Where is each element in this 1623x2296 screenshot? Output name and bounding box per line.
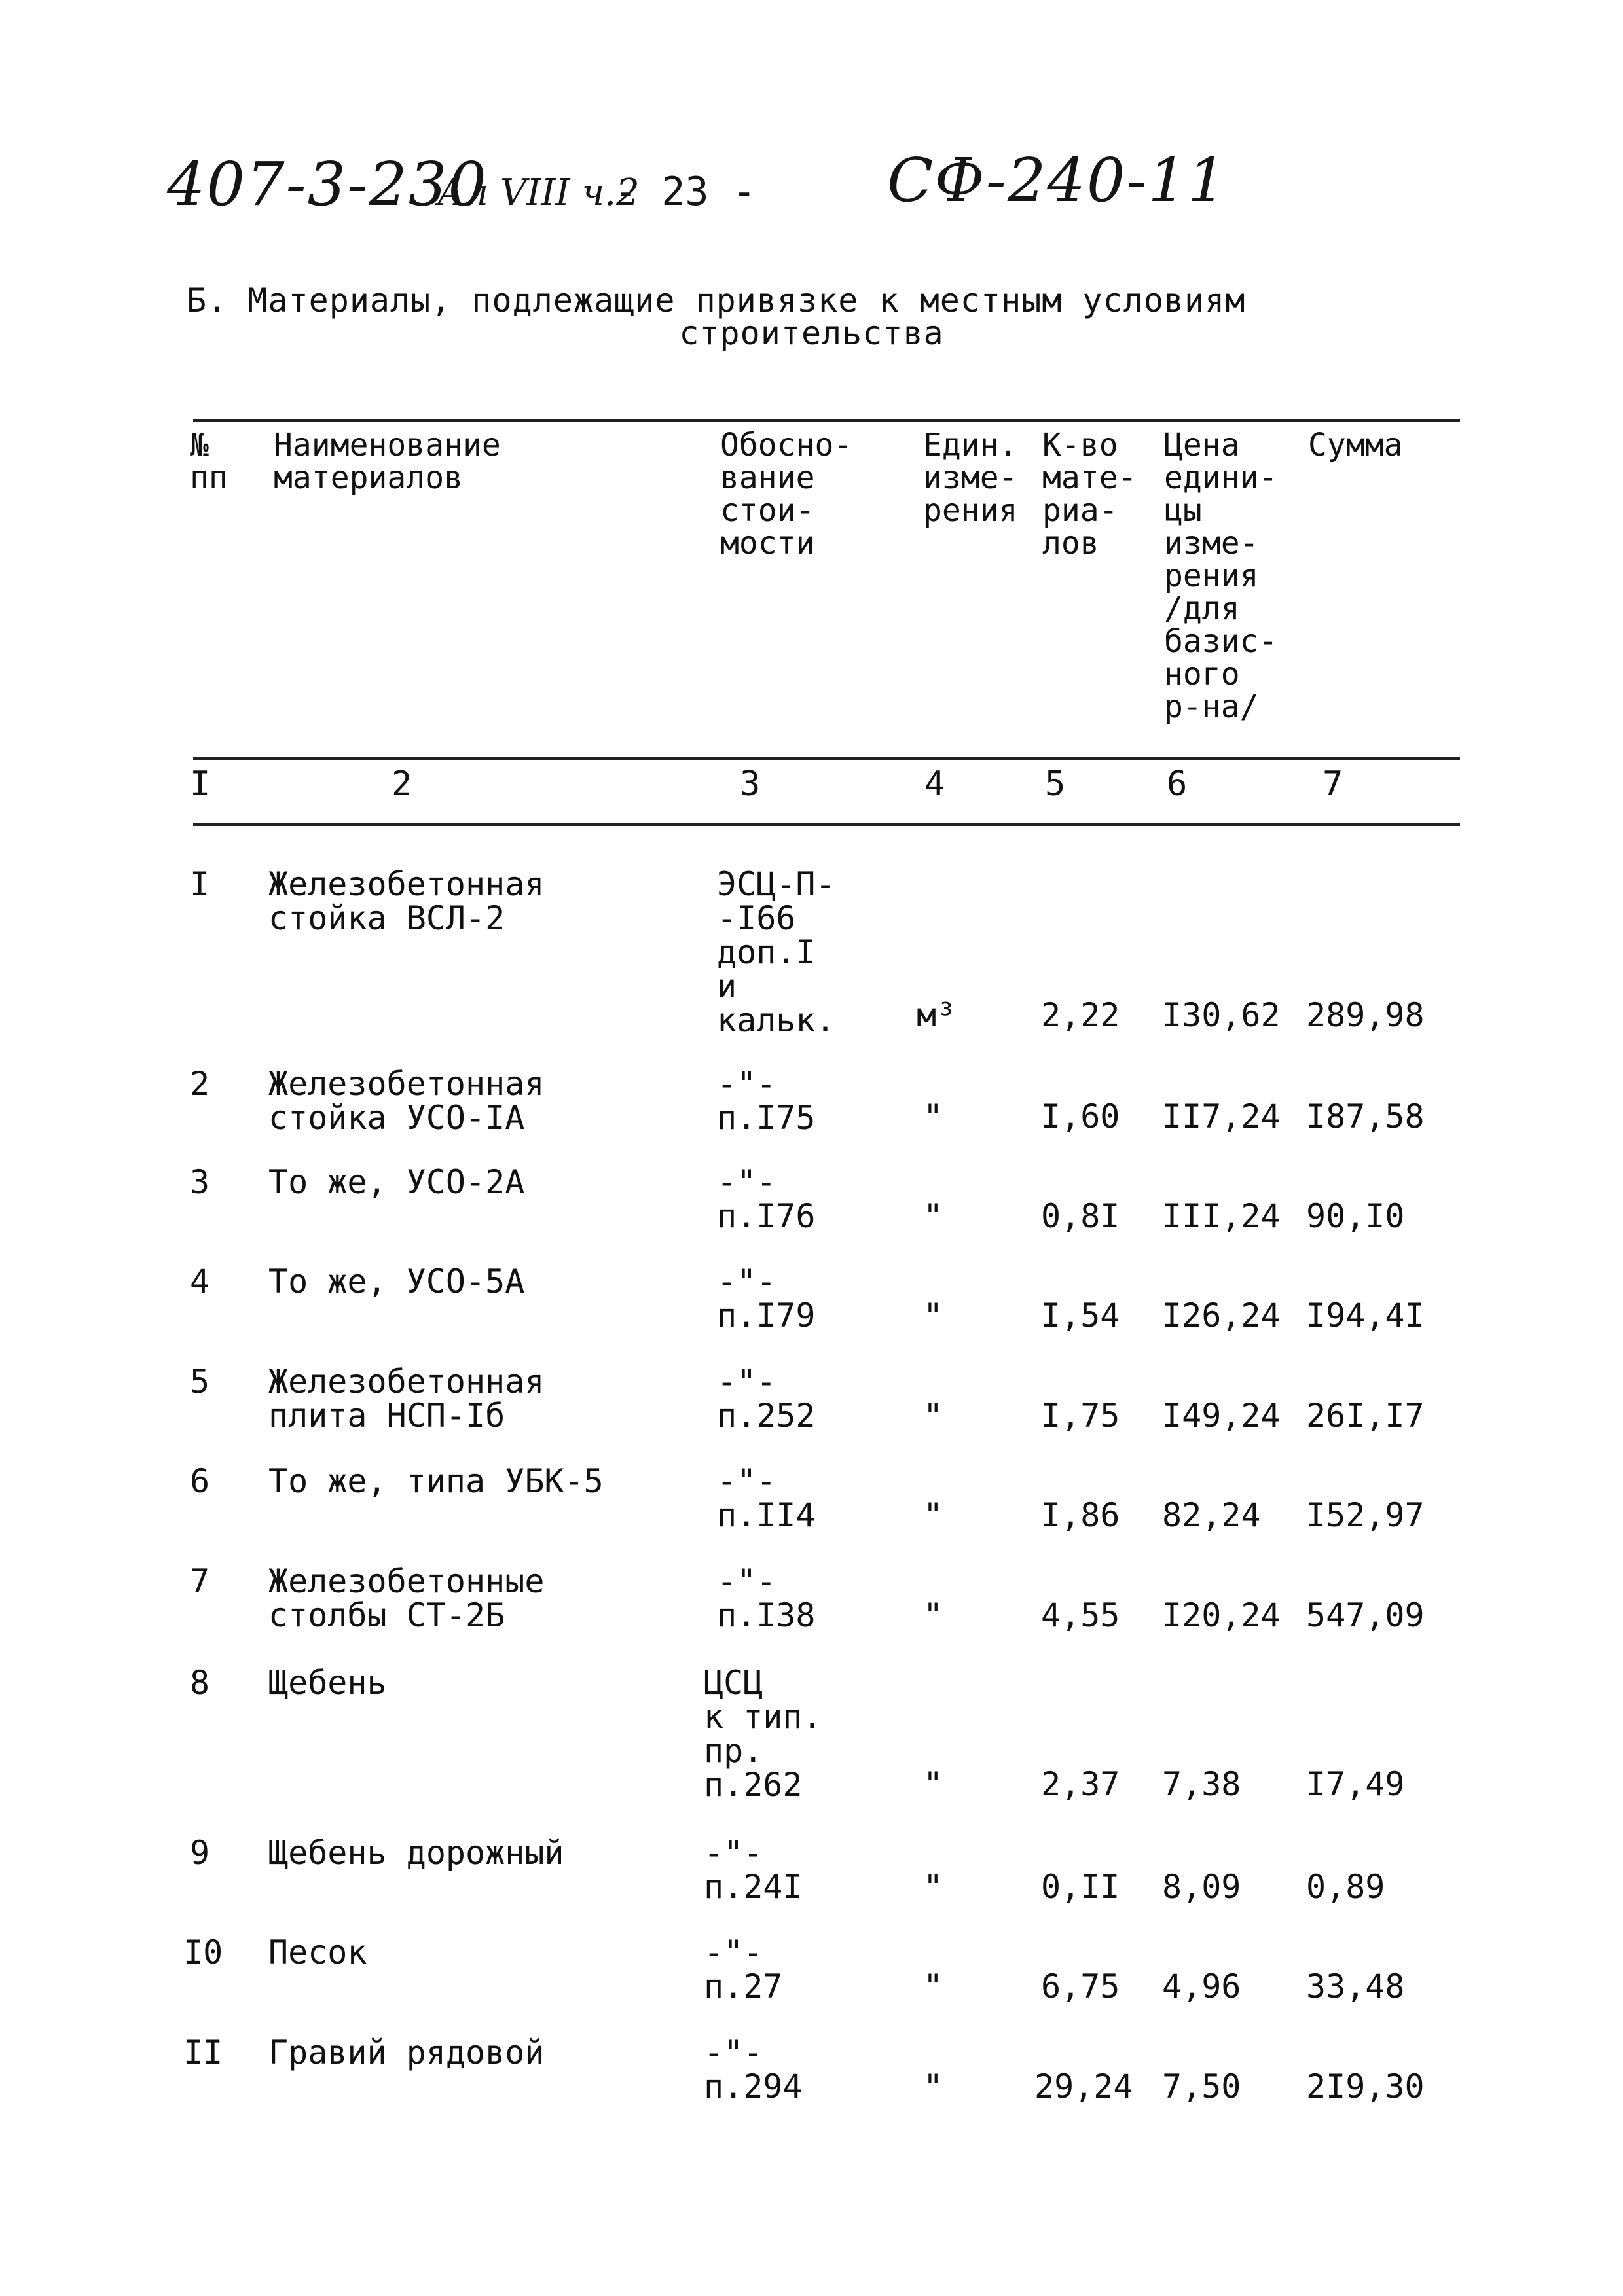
unit-price: III,24 — [1162, 1197, 1281, 1235]
table-row-number: 6 — [190, 1462, 210, 1500]
sum: 289,98 — [1306, 996, 1425, 1034]
sheet-code: СФ-240-11 — [887, 145, 1228, 215]
cost-basis: ЦСЦ к тип. пр. п.262 — [704, 1664, 822, 1804]
unit: " — [923, 1098, 943, 1136]
material-name: То же, типа УБК-5 — [268, 1462, 604, 1500]
section-title: Б. Материалы, подлежащие привязке к местным условиям — [187, 281, 1246, 319]
cost-basis: -"- п.27 — [704, 1933, 783, 2005]
cost-basis: -"- п.I38 — [717, 1562, 816, 1634]
col-number: 5 — [1045, 764, 1066, 804]
unit-price: II7,24 — [1162, 1098, 1281, 1136]
col-header-name: Наименование материалов — [274, 427, 501, 496]
col-number: 2 — [392, 764, 412, 804]
unit-price: I20,24 — [1162, 1596, 1281, 1634]
col-header-basis: Обосно- вание стои- мости — [720, 427, 853, 562]
quantity: 29,24 — [1034, 2068, 1133, 2106]
unit-price: 7,38 — [1162, 1765, 1241, 1803]
quantity: I,54 — [1041, 1297, 1120, 1335]
unit-price: 82,24 — [1162, 1496, 1261, 1534]
sum: I94,4I — [1306, 1297, 1425, 1335]
cost-basis: -"- п.I76 — [717, 1163, 816, 1235]
table-row-number: 2 — [190, 1065, 210, 1103]
table-row-number: 5 — [190, 1363, 210, 1401]
unit: " — [923, 1197, 943, 1235]
sum: 26I,I7 — [1306, 1397, 1425, 1435]
cost-basis: -"- п.II4 — [717, 1462, 816, 1534]
quantity: 6,75 — [1041, 1967, 1120, 2005]
unit-price: I30,62 — [1162, 996, 1281, 1034]
cost-basis: -"- п.24I — [704, 1834, 803, 1906]
quantity: 4,55 — [1041, 1596, 1120, 1634]
cost-basis: ЭСЦ-П- -I66 доп.I и кальк. — [717, 865, 835, 1039]
unit-price: 7,50 — [1162, 2068, 1241, 2106]
unit: " — [923, 1967, 943, 2005]
table-row-number: 9 — [190, 1834, 210, 1872]
section-title-continued: строительства — [679, 314, 944, 352]
cost-basis: -"- п.I75 — [717, 1065, 816, 1137]
unit-price: 4,96 — [1162, 1967, 1241, 2005]
sum: 547,09 — [1306, 1596, 1425, 1634]
col-header-price: Цена едини- цы изме- рения /для базис- ного р-на/ — [1164, 427, 1278, 725]
album-part: Ал VIII ч.2 — [437, 171, 640, 214]
col-header-qty: К-во мате- риа- лов — [1042, 427, 1137, 562]
col-number: 7 — [1322, 764, 1343, 804]
sum: 2I9,30 — [1306, 2068, 1425, 2106]
sum: I87,58 — [1306, 1098, 1425, 1136]
quantity: 0,8I — [1041, 1197, 1120, 1235]
unit: " — [923, 1868, 943, 1906]
page-number: - 23 - — [614, 169, 756, 215]
sum: 90,I0 — [1306, 1197, 1405, 1235]
cost-basis: -"- п.252 — [717, 1363, 816, 1435]
unit-price: I49,24 — [1162, 1397, 1281, 1435]
unit-price: 8,09 — [1162, 1868, 1241, 1906]
sum: 33,48 — [1306, 1967, 1405, 2005]
table-row-number: 3 — [190, 1163, 210, 1201]
table-row-number: 8 — [190, 1664, 210, 1702]
unit: " — [923, 1596, 943, 1634]
unit-price: I26,24 — [1162, 1297, 1281, 1335]
material-name: Железобетонная плита НСП-Iб — [268, 1363, 545, 1435]
document-code: 407-3-230 — [167, 149, 488, 219]
col-number: I — [190, 764, 211, 804]
sum: I7,49 — [1306, 1765, 1405, 1803]
unit: " — [923, 1765, 943, 1803]
unit: м³ — [917, 996, 957, 1034]
sum: I52,97 — [1306, 1496, 1425, 1534]
material-name: То же, УСО-5А — [268, 1263, 525, 1300]
quantity: I,75 — [1041, 1397, 1120, 1435]
column-numbers-rule — [193, 823, 1460, 826]
cost-basis: -"- п.294 — [704, 2034, 803, 2106]
material-name: Железобетонные столбы СТ-2Б — [268, 1562, 545, 1634]
material-name: То же, УСО-2А — [268, 1163, 525, 1201]
col-header-sum: Сумма — [1308, 427, 1403, 463]
cost-basis: -"- п.I79 — [717, 1263, 816, 1335]
material-name: Гравий рядовой — [268, 2034, 545, 2072]
col-number: 4 — [924, 764, 945, 804]
unit: " — [923, 1496, 943, 1534]
table-row-number: II — [183, 2034, 223, 2072]
unit: " — [923, 1297, 943, 1335]
table-row-number: I — [190, 865, 210, 903]
quantity: 0,II — [1041, 1868, 1120, 1906]
unit: " — [923, 2068, 943, 2106]
quantity: 2,37 — [1041, 1765, 1120, 1803]
table-row-number: 7 — [190, 1562, 210, 1600]
col-header-number: № пп — [190, 427, 228, 496]
col-number: 3 — [740, 764, 761, 804]
sum: 0,89 — [1306, 1868, 1385, 1906]
material-name: Песок — [268, 1933, 367, 1971]
quantity: 2,22 — [1041, 996, 1120, 1034]
material-name: Железобетонная стойка УСО-IA — [268, 1065, 545, 1137]
table-row-number: I0 — [183, 1933, 223, 1971]
header-bottom-rule — [193, 757, 1460, 760]
col-number: 6 — [1167, 764, 1188, 804]
quantity: I,86 — [1041, 1496, 1120, 1534]
material-name: Железобетонная стойка ВСЛ-2 — [268, 865, 545, 937]
material-name: Щебень дорожный — [268, 1834, 564, 1872]
col-header-unit: Един. изме- рения — [923, 427, 1018, 529]
material-name: Щебень — [268, 1664, 387, 1702]
quantity: I,60 — [1041, 1098, 1120, 1136]
table-top-rule — [193, 419, 1460, 422]
table-row-number: 4 — [190, 1263, 210, 1300]
unit: " — [923, 1397, 943, 1435]
